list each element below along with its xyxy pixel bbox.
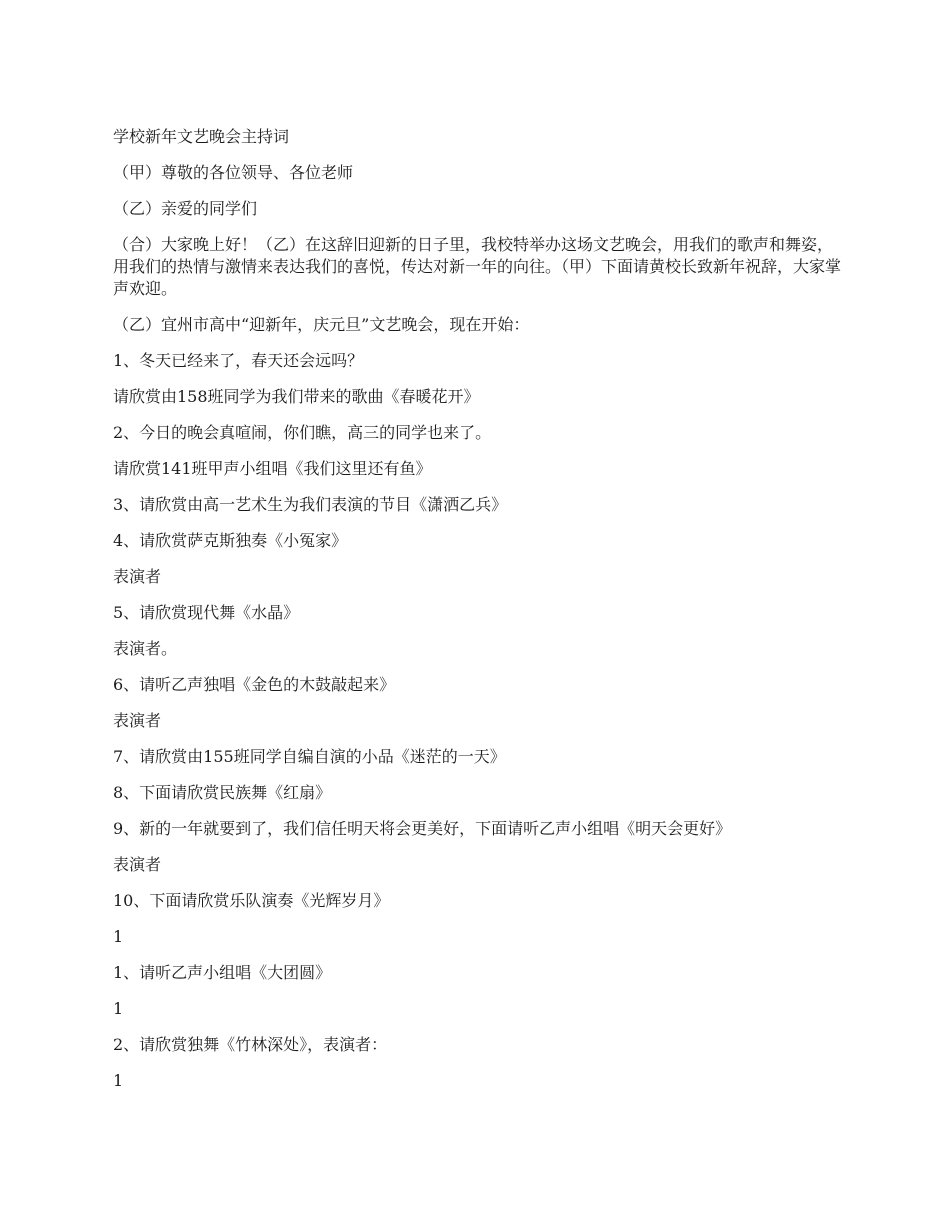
paragraph: （合）大家晚上好！（乙）在这辞旧迎新的日子里，我校特举办这场文艺晚会，用我们的歌声和舞姿，用我们的热情与激情来表达我们的喜悦，传达对新一年的向往。（甲）下面请黄校长致新年祝辞，大家掌声欢迎。 [113,235,842,298]
program-item: 4、请欣赏萨克斯独奏《小冤家》 [113,531,348,550]
program-item: 1、请听乙声小组唱《大团圆》 [113,963,332,982]
program-item: 6、请听乙声独唱《金色的木鼓敲起来》 [113,675,396,694]
performer-line: 表演者。 [113,639,178,658]
paragraph: （乙）宜州市高中“迎新年，庆元旦”文艺晚会，现在开始： [113,315,530,334]
paragraph: 1 [113,1071,124,1090]
document-body [113,126,843,1106]
program-item: 9、新的一年就要到了，我们信任明天将会更美好，下面请听乙声小组唱《明天会更好》 [113,819,732,838]
paragraph: （甲）尊敬的各位领导、各位老师 [113,163,354,182]
paragraph: 请欣赏141班甲声小组唱《我们这里还有鱼》 [113,459,432,478]
program-item: 1、冬天已经来了，春天还会远吗？ [113,351,364,370]
performer-line: 表演者 [113,855,162,874]
paragraph: 请欣赏由158班同学为我们带来的歌曲《春暖花开》 [113,387,480,406]
paragraph: 1 [113,927,124,946]
performer-line: 表演者 [113,567,162,586]
program-item: 2、请欣赏独舞《竹林深处》，表演者： [113,1035,388,1054]
paragraph: （乙）亲爱的同学们 [113,199,258,218]
program-item: 3、请欣赏由高一艺术生为我们表演的节目《潇洒乙兵》 [113,495,508,514]
program-item: 5、请欣赏现代舞《水晶》 [113,603,300,622]
program-item: 8、下面请欣赏民族舞《红扇》 [113,783,332,802]
performer-line: 表演者 [113,711,162,730]
program-item: 7、请欣赏由155班同学自编自演的小品《迷茫的一天》 [113,747,506,766]
document-title: 学校新年文艺晚会主持词 [113,127,290,146]
program-item: 10、下面请欣赏乐队演奏《光辉岁月》 [113,891,390,910]
program-item: 2、今日的晚会真喧闹，你们瞧，高三的同学也来了。 [113,423,492,442]
paragraph: 1 [113,999,124,1018]
